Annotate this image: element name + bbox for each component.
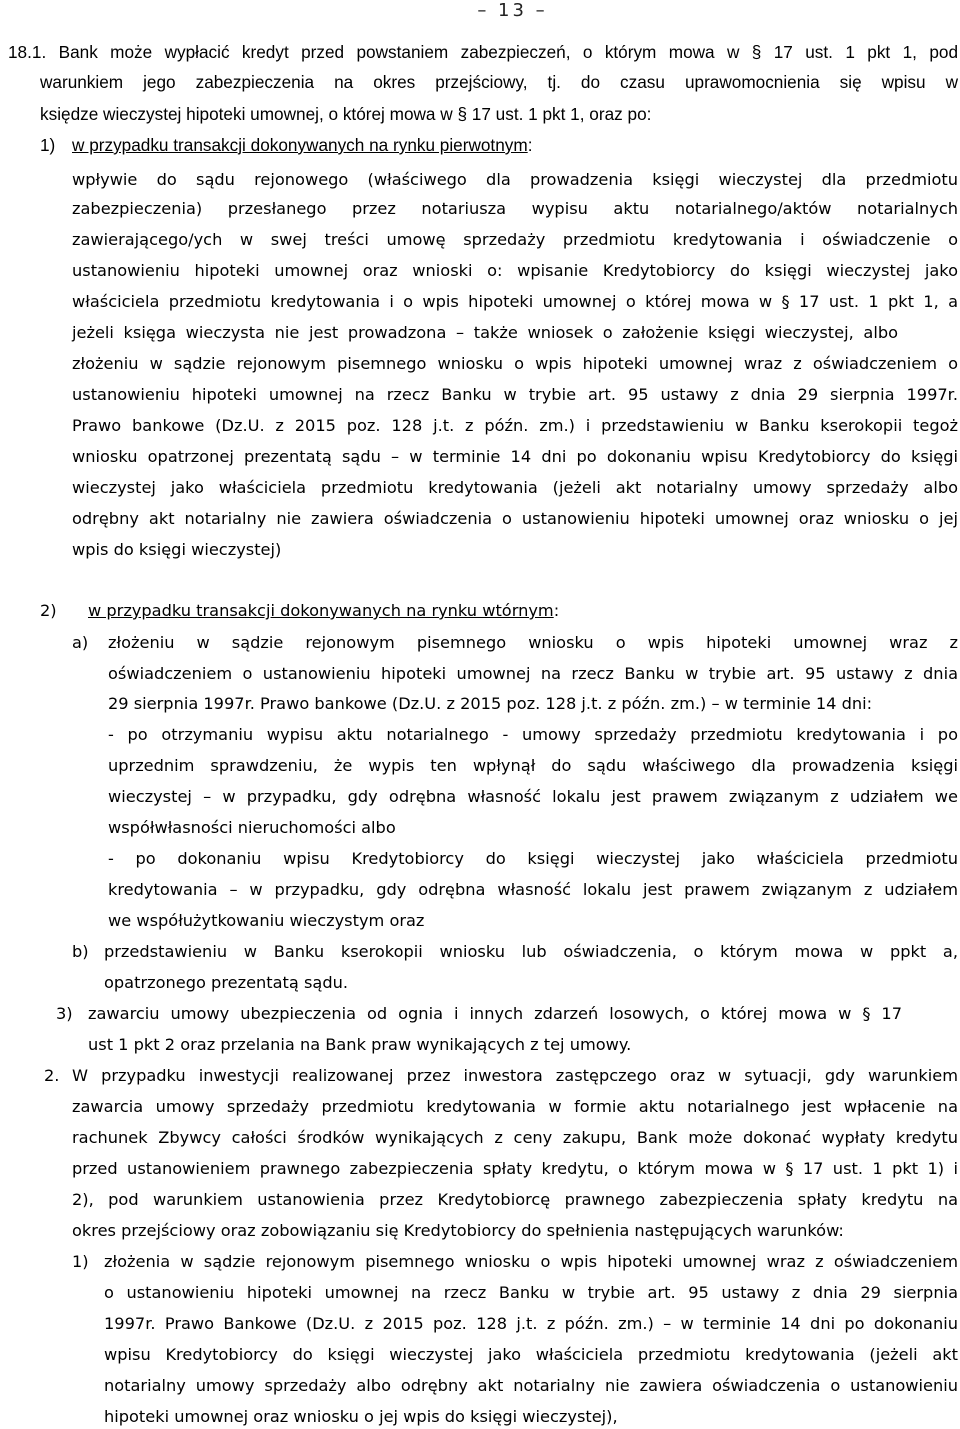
text-line: oświadczeniem o ustanowieniu hipoteki umownej na rzecz Banku w trybie art. 95 ustawy z dnia [108, 664, 958, 683]
text-line: przedstawieniu w Banku kserokopii wniosku lub oświadczenia, o którym mowa w ppkt a, [104, 942, 958, 961]
page-number: – 13 – [477, 0, 548, 21]
heading-colon: : [527, 135, 533, 155]
text-line: złożeniu w sądzie rejonowym pisemnego wniosku o wpis hipoteki umownej wraz z oświadczeniem o [72, 354, 958, 373]
text-line: zawierającego/ych w swej treści umowę sprzedaży przedmiotu kredytowania i oświadczenie o [72, 230, 958, 249]
list-marker: 3) [56, 1004, 73, 1023]
text-line: 1997r. Prawo Bankowe (Dz.U. z 2015 poz. 128 j.t. z późn. zm.) – w terminie 14 dni po dokonaniu [104, 1314, 958, 1333]
text-line: Prawo bankowe (Dz.U. z 2015 poz. 128 j.t. z późn. zm.) i przedstawieniu w Banku kserokopii tegoż [72, 416, 958, 435]
section-heading-primary-market [72, 135, 532, 155]
text-line: we współużytkowaniu wieczystym oraz [108, 911, 425, 930]
list-marker: 1) [40, 135, 56, 155]
text-line: kredytowania – w przypadku, gdy odrębna własność lokalu jest prawem związanym z udziałem [108, 880, 958, 899]
text-line: zawarciu umowy ubezpieczenia od ognia i innych zdarzeń losowych, o której mowa w § 17 [88, 1004, 902, 1023]
text-line: hipoteki umownej oraz wniosku o jej wpis do księgi wieczystej), [104, 1407, 618, 1426]
text-line: ustanowieniu hipoteki umownej na rzecz Banku w trybie art. 95 ustawy z dnia 29 sierpnia 1997r. [72, 385, 958, 404]
list-marker: 2) [40, 601, 57, 620]
text-line: W przypadku inwestycji realizowanej przez inwestora zastępczego oraz w sytuacji, gdy warunkiem [72, 1066, 958, 1085]
text-line: zabezpieczenia) przesłanego przez notariusza wypisu aktu notarialnego/aktów notarialnych [72, 199, 958, 218]
text-line: wieczystej jako właściciela przedmiotu kredytowania (jeżeli akt notarialny umowy sprzedaży albo [72, 478, 958, 497]
text-line: księdze wieczystej hipoteki umownej, o której mowa w § 17 ust. 1 pkt 1, oraz po: [40, 104, 652, 124]
list-marker: b) [72, 942, 89, 961]
text-line: wniosku opatrzonej prezentatą sądu – w terminie 14 dni po dokonaniu wpisu Kredytobiorcy do księgi [72, 447, 958, 466]
text-line: współwłasności nieruchomości albo [108, 818, 396, 837]
text-line: okres przejściowy oraz zobowiązaniu się Kredytobiorcy do spełnienia następujących warunków: [72, 1221, 844, 1240]
text-line: wpisu Kredytobiorcy do księgi wieczystej jako właściciela przedmiotu kredytowania (jeżeli akt [104, 1345, 958, 1364]
text-line: - po otrzymaniu wypisu aktu notarialnego - umowy sprzedaży przedmiotu kredytowania i po [108, 725, 958, 744]
list-marker: a) [72, 633, 89, 652]
text-line: odrębny akt notarialny nie zawiera oświadczenia o ustanowieniu hipoteki umownej oraz wniosku o jej [72, 509, 958, 528]
section-heading-secondary-market [88, 601, 559, 621]
text-line: 2), pod warunkiem ustanowienia przez Kredytobiorcę prawnego zabezpieczenia spłaty kredytu na [72, 1190, 958, 1209]
text-line: ustanowieniu hipoteki umownej oraz wnioski o: wpisanie Kredytobiorcy do księgi wieczystej jako [72, 261, 958, 280]
text-line: przed ustanowieniem prawnego zabezpieczenia spłaty kredytu, o którym mowa w § 17 ust. 1 pkt 1) i [72, 1159, 958, 1178]
list-marker: 2. [44, 1066, 60, 1085]
text-line: warunkiem jego zabezpieczenia na okres przejściowy, tj. do czasu uprawomocnienia się wpisu w [40, 72, 958, 92]
text-line: o ustanowieniu hipoteki umownej na rzecz Banku w trybie art. 95 ustawy z dnia 29 sierpnia [104, 1283, 958, 1302]
text-line: opatrzonego prezentatą sądu. [104, 973, 349, 992]
heading-colon: : [553, 601, 560, 620]
text-line: właściciela przedmiotu kredytowania i o wpis hipoteki umownej o której mowa w § 17 ust. 1 pkt 1, a [72, 292, 958, 311]
text-line: złożeniu w sądzie rejonowym pisemnego wniosku o wpis hipoteki umownej wraz z [108, 633, 958, 652]
text-line: złożenia w sądzie rejonowym pisemnego wniosku o wpis hipoteki umownej wraz z oświadczeniem [104, 1252, 958, 1271]
text-line: wpływie do sądu rejonowego (właściwego dla prowadzenia księgi wieczystej dla przedmiotu [72, 170, 958, 189]
text-line: notarialny umowy sprzedaży albo odrębny akt notarialny nie zawiera oświadczenia o ustanowieniu [104, 1376, 958, 1395]
heading-text: w przypadku transakcji dokonywanych na rynku pierwotnym [72, 135, 528, 155]
text-line: - po dokonaniu wpisu Kredytobiorcy do księgi wieczystej jako właściciela przedmiotu [108, 849, 958, 868]
list-marker: 1) [72, 1252, 89, 1271]
text-line: zawarcia umowy sprzedaży przedmiotu kredytowania w formie aktu notarialnego jest wpłacenie na [72, 1097, 958, 1116]
text-line: uprzednim sprawdzeniu, że wypis ten wpłynął do sądu właściwego dla prowadzenia księgi [108, 756, 958, 775]
text-line: jeżeli księga wieczysta nie jest prowadzona – także wniosek o założenie księgi wieczystej, albo [72, 323, 898, 342]
text-line: 18.1. Bank może wypłacić kredyt przed powstaniem zabezpieczeń, o którym mowa w § 17 ust. 1 pkt 1, pod [8, 42, 958, 62]
heading-text: w przypadku transakcji dokonywanych na rynku wtórnym [88, 601, 554, 620]
text-line: wpis do księgi wieczystej) [72, 540, 282, 559]
text-line: ust 1 pkt 2 oraz przelania na Bank praw wynikających z tej umowy. [88, 1035, 632, 1054]
text-line: 29 sierpnia 1997r. Prawo bankowe (Dz.U. z 2015 poz. 128 j.t. z późn. zm.) – w terminie 14 dni: [108, 694, 873, 713]
text-line: rachunek Zbywcy całości środków wynikających z ceny zakupu, Bank może dokonać wypłaty kredytu [72, 1128, 958, 1147]
text-line: wieczystej – w przypadku, gdy odrębna własność lokalu jest prawem związanym z udziałem we [108, 787, 958, 806]
